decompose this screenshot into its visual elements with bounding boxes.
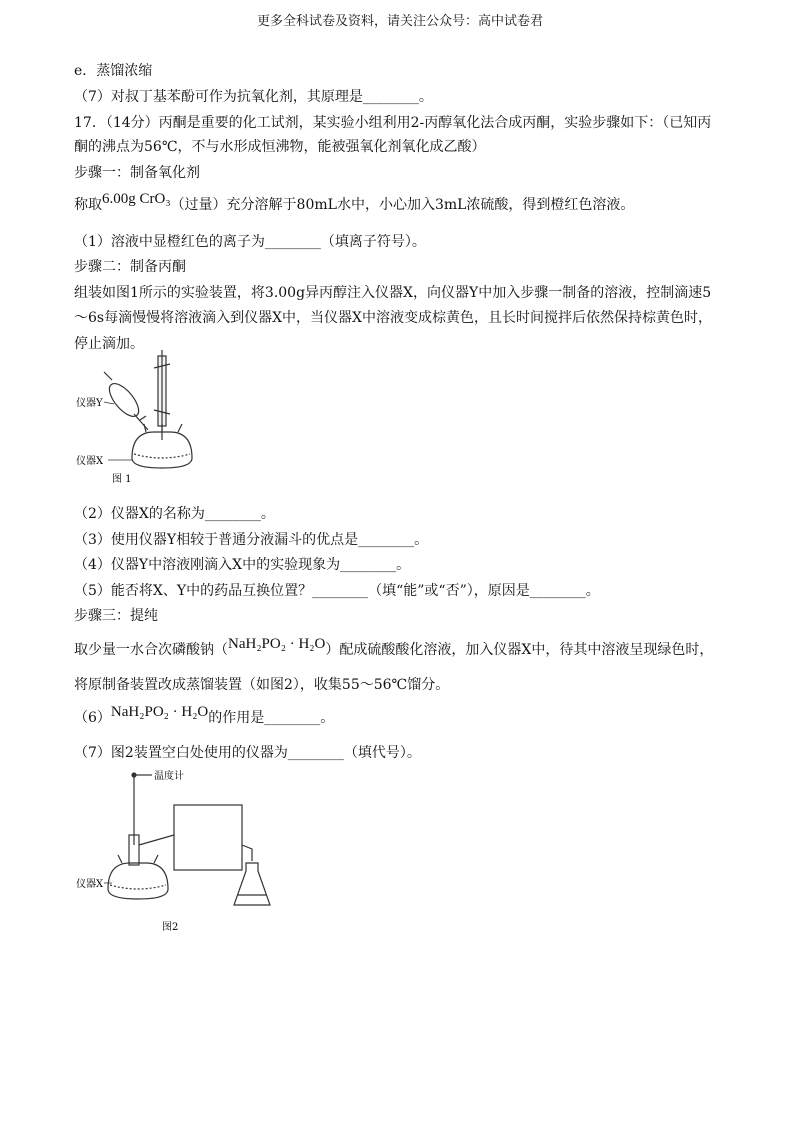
step-1-text-b: （过量）充分溶解于80mL水中，小心加入3mL浓硫酸，得到橙红色溶液。 (170, 197, 635, 213)
step-2-text-2: ～6s每滴慢慢将溶液滴入到仪器X中，当仪器X中溶液变成棕黄色，且长时间搅拌后依然保持棕黄色时， (74, 310, 713, 326)
step-2-text-3: 停止滴加。 (74, 336, 144, 352)
figure-1-drawing (74, 350, 204, 490)
step-1-text-a: 称取 (74, 197, 102, 213)
nah2po2-formula-2: NaH₂PO₂ · H₂O (110, 704, 209, 720)
figure-2-label-x: 仪器X (76, 879, 104, 890)
step-3-heading: 步骤三：提纯 (74, 608, 158, 624)
step-3-text-1 (74, 636, 714, 660)
step-3-text-2: 将原制备装置改成蒸馏装置（如图2），收集55～56℃馏分。 (74, 677, 450, 693)
question-16-7: （7）对叔丁基苯酚可作为抗氧化剂，其原理是________。 (74, 89, 433, 105)
step-1-text (74, 191, 635, 215)
page-header: 更多全科试卷及资料，请关注公众号：高中试卷君 (256, 14, 543, 29)
step-3-text-b: ）配成硫酸酸化溶液，加入仪器X中，待其中溶液呈现绿色时， (325, 642, 714, 658)
figure-1-label-x: 仪器X (76, 456, 104, 467)
figure-2-label-thermometer: 温度计 (154, 771, 184, 782)
figure-1-caption: 图 1 (112, 474, 132, 485)
option-e: e．蒸馏浓缩 (74, 63, 153, 79)
figure-2-drawing (74, 765, 284, 940)
question-17-7: （7）图2装置空白处使用的仪器为________（填代号）。 (74, 745, 421, 761)
figure-2 (74, 765, 284, 940)
step-3-text-a: 取少量一水合次磷酸钠（ (74, 642, 228, 658)
question-17-6 (74, 704, 335, 728)
question-17-intro: 17．（14分）丙酮是重要的化工试剂，某实验小组利用2-丙醇氧化法合成丙酮，实验步骤如下：（已知丙 (74, 115, 712, 131)
step-2-heading: 步骤二：制备丙酮 (74, 259, 186, 275)
blank-apparatus-box (174, 805, 242, 870)
cro3-formula: 6.00g CrO₃ (102, 191, 171, 207)
question-17-3: （3）使用仪器Y相较于普通分液漏斗的优点是________。 (74, 532, 429, 548)
step-2-text-1: 组装如图1所示的实验装置，将3.00g异丙醇注入仪器X，向仪器Y中加入步骤一制备的溶液，控制滴速5 (74, 285, 712, 301)
question-17-4: （4）仪器Y中溶液刚滴入X中的实验现象为________。 (74, 557, 411, 573)
question-17-1: （1）溶液中显橙红色的离子为________（填离子符号）。 (74, 234, 426, 250)
question-17-6-b: 的作用是________。 (208, 710, 335, 726)
figure-1 (74, 350, 204, 490)
figure-2-caption: 图2 (162, 922, 179, 933)
question-17-intro-cont: 酮的沸点为56℃，不与水形成恒沸物，能被强氧化剂氧化成乙酸） (74, 139, 486, 155)
figure-1-label-y: 仪器Y (76, 398, 103, 409)
nah2po2-formula-1: NaH₂PO₂ · H₂O (228, 636, 326, 652)
question-17-6-a: （6） (74, 710, 111, 726)
question-17-2: （2）仪器X的名称为________。 (74, 506, 275, 522)
question-17-5: （5）能否将X、Y中的药品互换位置？________（填“能”或“否”），原因是________。 (74, 583, 600, 599)
step-1-heading: 步骤一：制备氧化剂 (74, 165, 200, 181)
